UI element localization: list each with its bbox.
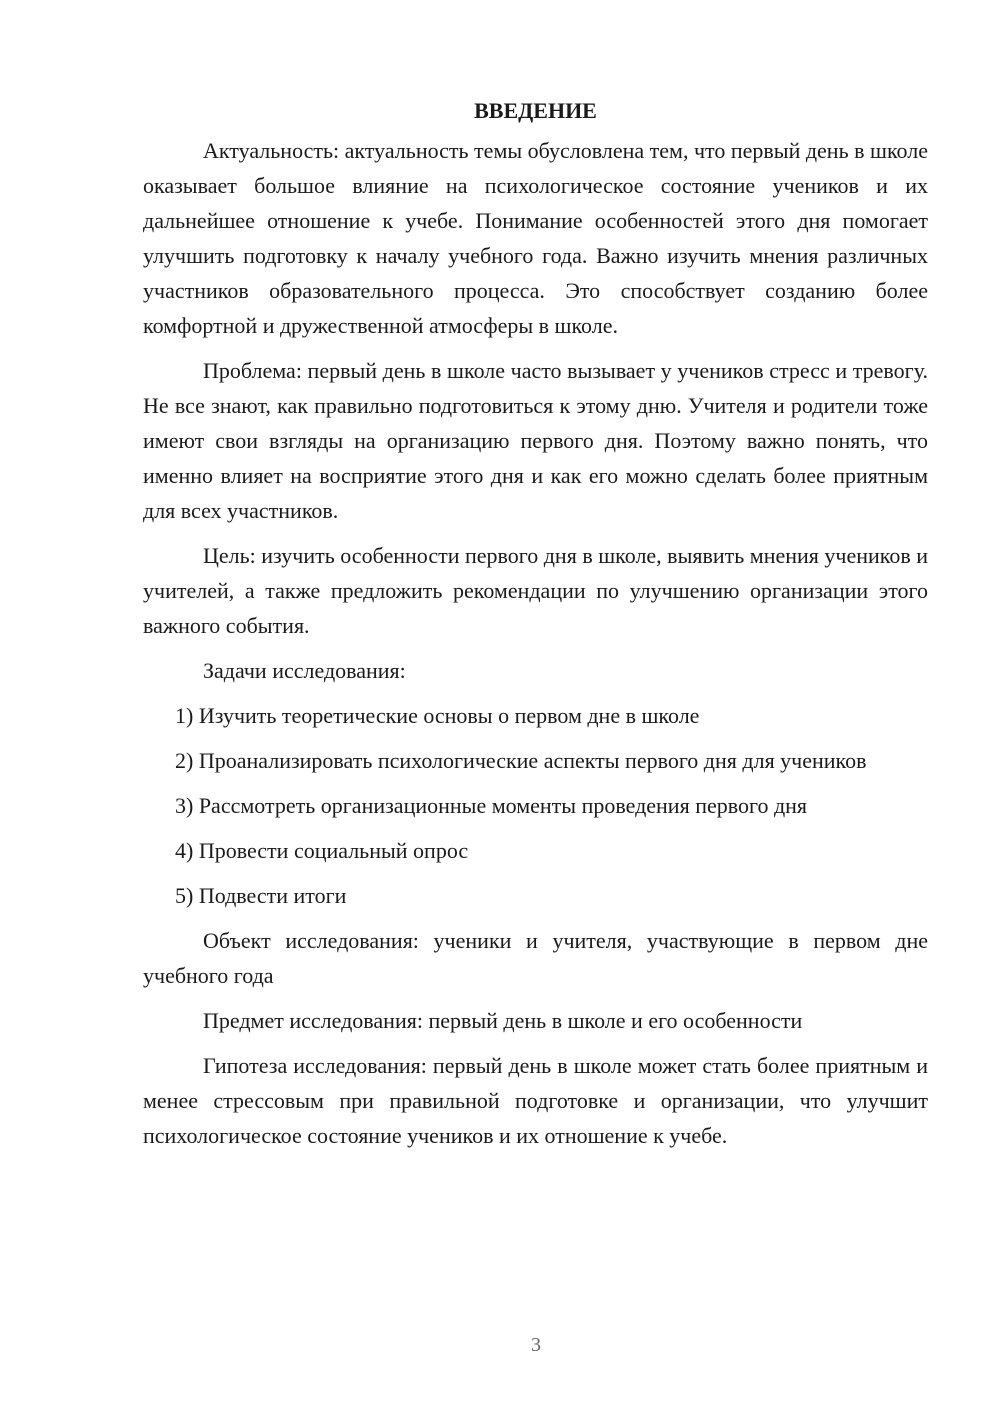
paragraph-hypothesis: Гипотеза исследования: первый день в школе может стать более приятным и менее стрессовым при правильной подготовке и организации, что улучшит психологическое состояние учеников и их отношение к учебе. bbox=[143, 1053, 928, 1148]
paragraph-tasks-heading: Задачи исследования: bbox=[203, 658, 406, 683]
paragraph-subject: Предмет исследования: первый день в школе и его особенности bbox=[203, 1008, 803, 1033]
paragraph-problem: Проблема: первый день в школе часто вызывает у учеников стресс и тревогу. Не все знают, как правильно подготовиться к этому дню. Учителя и родители тоже имеют свои взгляды на организацию первого дня. Поэтому важно понять, что именно влияет на восприятие этого дня и как его можно сделать более приятным для всех участников. bbox=[143, 358, 928, 523]
task-item: 3) Рассмотреть организационные моменты проведения первого дня bbox=[175, 793, 808, 818]
paragraph-object: Объект исследования: ученики и учителя, участвующие в первом дне учебного года bbox=[143, 928, 928, 988]
task-item: 2) Проанализировать психологические аспекты первого дня для учеников bbox=[175, 748, 867, 773]
task-item: 4) Провести социальный опрос bbox=[175, 838, 469, 863]
task-item: 1) Изучить теоретические основы о первом дне в школе bbox=[175, 703, 700, 728]
page-content bbox=[143, 96, 928, 1163]
paragraph-relevance: Актуальность: актуальность темы обусловлена тем, что первый день в школе оказывает большое влияние на психологическое состояние учеников и их дальнейшее отношение к учебе. Понимание особенностей этого дня помогает улучшить подготовку к началу учебного года. Важно изучить мнения различных участников образовательного процесса. Это способствует созданию более комфортной и дружественной атмосферы в школе. bbox=[143, 138, 928, 338]
page-number: 3 bbox=[531, 1334, 541, 1356]
section-title: ВВЕДЕНИЕ bbox=[474, 98, 597, 123]
paragraph-goal: Цель: изучить особенности первого дня в школе, выявить мнения учеников и учителей, а также предложить рекомендации по улучшению организации этого важного события. bbox=[143, 543, 929, 638]
task-item: 5) Подвести итоги bbox=[175, 883, 347, 908]
